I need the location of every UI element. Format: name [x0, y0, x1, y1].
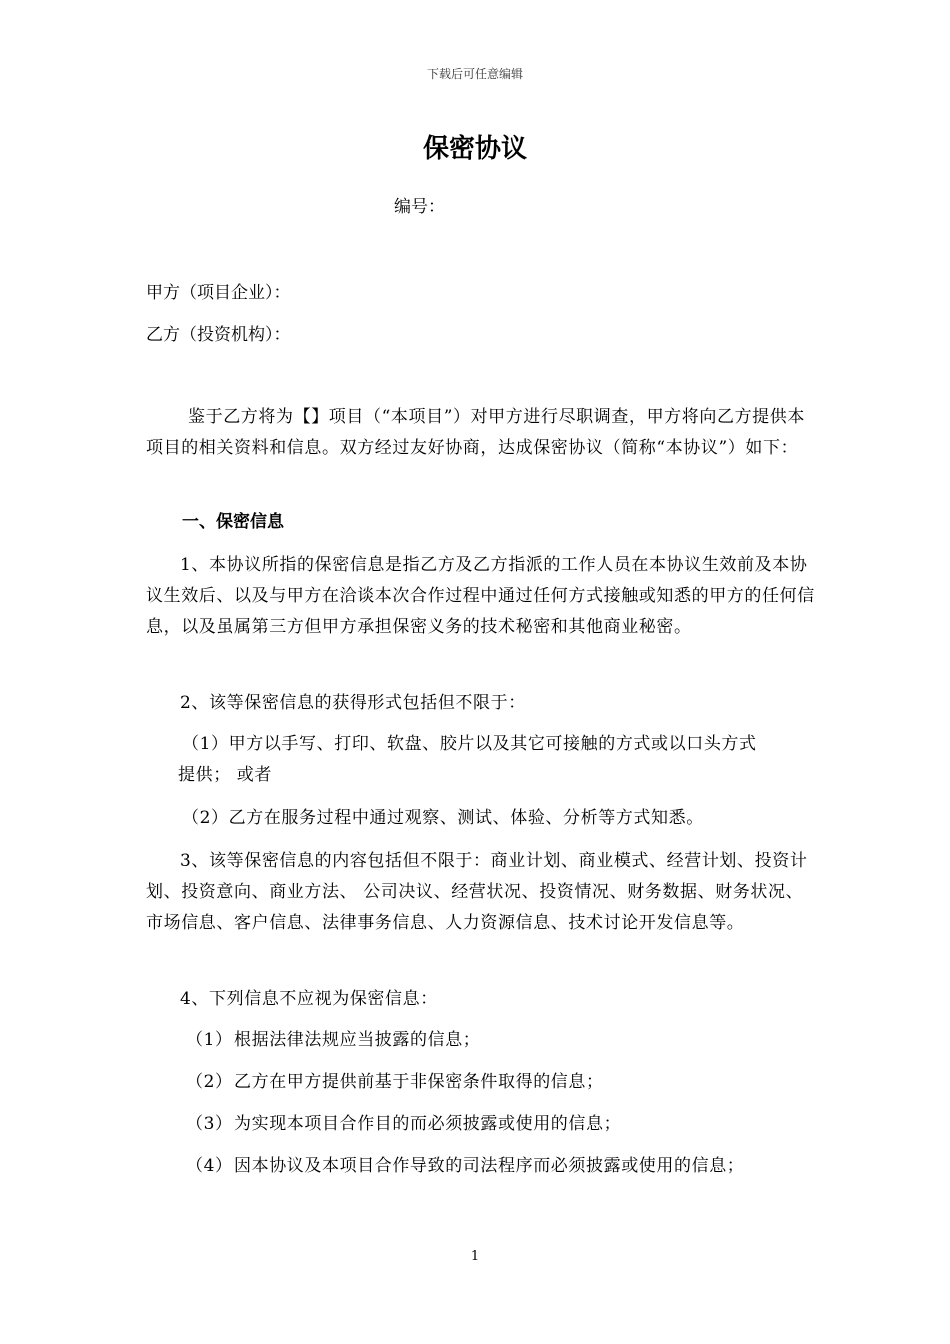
page-header: 下载后可任意编辑: [426, 67, 523, 81]
exclusion-item-text: 乙方在甲方提供前基于非保密条件取得的信息；: [234, 1072, 604, 1092]
party-a-line: 甲方（项目企业）：: [146, 283, 291, 303]
exclusion-item-text: 为实现本项目合作目的而必须披露或使用的信息；: [234, 1114, 622, 1134]
exclusion-item: [186, 1029, 480, 1051]
party-b-line: 乙方（投资机构）：: [146, 325, 291, 345]
clause-2-paragraph: 2、该等保密信息的获得形式包括但不限于：: [180, 693, 526, 713]
exclusion-item-number: （3）: [186, 1114, 233, 1134]
exclusion-item: [186, 1155, 744, 1177]
document-title: 保密协议: [422, 134, 527, 164]
exclusion-item-text: 根据法律法规应当披露的信息；: [234, 1030, 481, 1050]
clause-2-item-1-line-2: 提供； 或者: [178, 765, 273, 785]
serial-number-label: 编号：: [394, 197, 445, 217]
exclusion-item: [186, 1113, 621, 1135]
clause-2-item-2: （2）乙方在服务过程中通过观察、测试、体验、分析等方式知悉。: [182, 808, 704, 828]
exclusion-item: [186, 1071, 604, 1093]
intro-paragraph: 鉴于乙方将为【】项目（“本项目”）对甲方进行尽职调查，甲方将向乙方提供本项目的相关资料和信息。双方经过友好协商，达成保密协议（简称“本协议”）如下：: [146, 407, 805, 458]
exclusion-item-number: （1）: [186, 1030, 233, 1050]
section-heading-confidential-info: 一、保密信息: [182, 512, 284, 532]
page-number: 1: [470, 1249, 480, 1264]
clause-2-item-1-line-1: （1）甲方以手写、打印、软盘、胶片以及其它可接触的方式或以口头方式: [182, 734, 757, 754]
exclusion-item-number: （4）: [186, 1156, 233, 1176]
clause-4-paragraph: 4、下列信息不应视为保密信息：: [180, 989, 438, 1009]
exclusion-item-text: 因本协议及本项目合作导致的司法程序而必须披露或使用的信息；: [234, 1156, 745, 1176]
clause-1-paragraph: 1、本协议所指的保密信息是指乙方及乙方指派的工作人员在本协议生效前及本协议生效后、以及与甲方在洽谈本次合作过程中通过任何方式接触或知悉的甲方的任何信息，以及虽属第三方但甲方承担保密义务的技术秘密和其他商业秘密。: [146, 555, 815, 637]
exclusion-item-number: （2）: [186, 1072, 233, 1092]
clause-3-paragraph: 3、该等保密信息的内容包括但不限于：商业计划、商业模式、经营计划、投资计划、投资意向、商业方法、 公司决议、经营状况、投资情况、财务数据、财务状况、市场信息、客户信息、法律事务信息、人力资源信息、技术讨论开发信息等。: [146, 851, 808, 933]
